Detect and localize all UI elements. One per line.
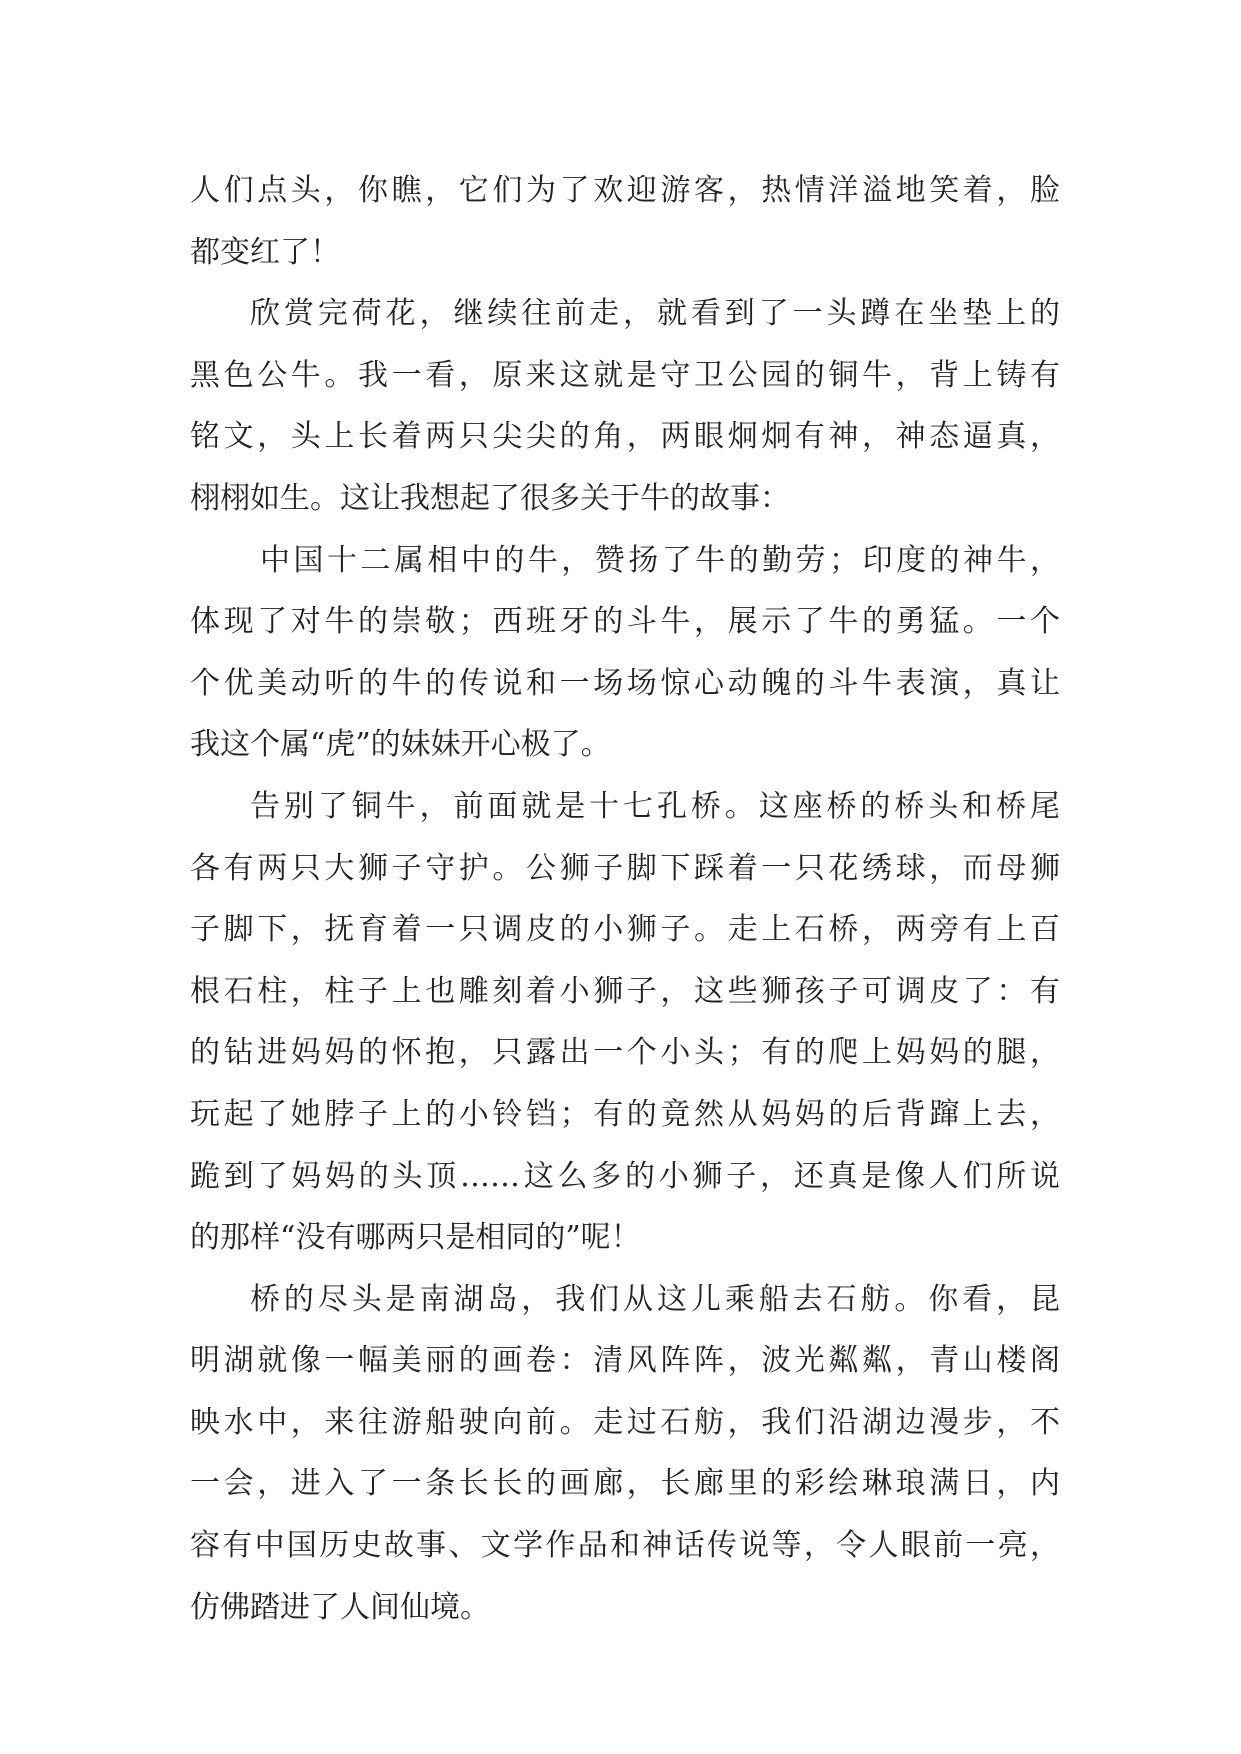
text-line: 黑色公牛。我一看，原来这就是守卫公园的铜牛，背上铸有 xyxy=(190,357,1060,393)
text-line: 玩起了她脖子上的小铃铛；有的竟然从妈妈的后背蹿上去， xyxy=(190,1096,1060,1132)
text-line: 桥的尽头是南湖岛，我们从这儿乘船去石舫。你看，昆 xyxy=(250,1281,1060,1317)
body-text xyxy=(190,160,1060,1638)
text-line: 容有中国历史故事、文学作品和神话传说等，令人眼前一亮， xyxy=(190,1528,1060,1564)
text-line: 铭文，头上长着两只尖尖的角，两眼炯炯有神，神态逼真， xyxy=(190,419,1060,455)
text-line: 体现了对牛的崇敬；西班牙的斗牛，展示了牛的勇猛。一个 xyxy=(190,604,1060,640)
text-line: 仿佛踏进了人间仙境。 xyxy=(190,1589,490,1625)
text-line: 的那样“没有哪两只是相同的”呢！ xyxy=(190,1220,641,1256)
text-line: 都变红了！ xyxy=(190,234,340,270)
text-line: 中国十二属相中的牛，赞扬了牛的勤劳；印度的神牛， xyxy=(260,542,1060,578)
text-line: 我这个属“虎”的妹妹开心极了。 xyxy=(190,727,611,763)
text-line: 跪到了妈妈的头顶……这么多的小狮子，还真是像人们所说 xyxy=(190,1158,1060,1194)
text-line: 一会，进入了一条长长的画廊，长廊里的彩绘琳琅满日，内 xyxy=(190,1466,1060,1502)
text-line: 告别了铜牛，前面就是十七孔桥。这座桥的桥头和桥尾 xyxy=(250,788,1060,824)
text-line: 的钻进妈妈的怀抱，只露出一个小头；有的爬上妈妈的腿， xyxy=(190,1035,1060,1071)
text-line: 个优美动听的牛的传说和一场场惊心动魄的斗牛表演，真让 xyxy=(190,665,1060,701)
text-line: 栩栩如生。这让我想起了很多关于牛的故事： xyxy=(190,480,790,516)
text-line: 欣赏完荷花，继续往前走，就看到了一头蹲在坐垫上的 xyxy=(250,296,1060,332)
text-line: 子脚下，抚育着一只调皮的小狮子。走上石桥，两旁有上百 xyxy=(190,912,1060,948)
text-line: 各有两只大狮子守护。公狮子脚下踩着一只花绣球，而母狮 xyxy=(190,850,1060,886)
text-line: 映水中，来往游船驶向前。走过石舫，我们沿湖边漫步，不 xyxy=(190,1404,1060,1440)
text-line: 人们点头，你瞧，它们为了欢迎游客，热情洋溢地笑着，脸 xyxy=(190,173,1060,208)
text-line: 根石柱，柱子上也雕刻着小狮子，这些狮孩子可调皮了：有 xyxy=(190,973,1060,1009)
text-line: 明湖就像一幅美丽的画卷：清风阵阵，波光粼粼，青山楼阁 xyxy=(190,1343,1060,1379)
